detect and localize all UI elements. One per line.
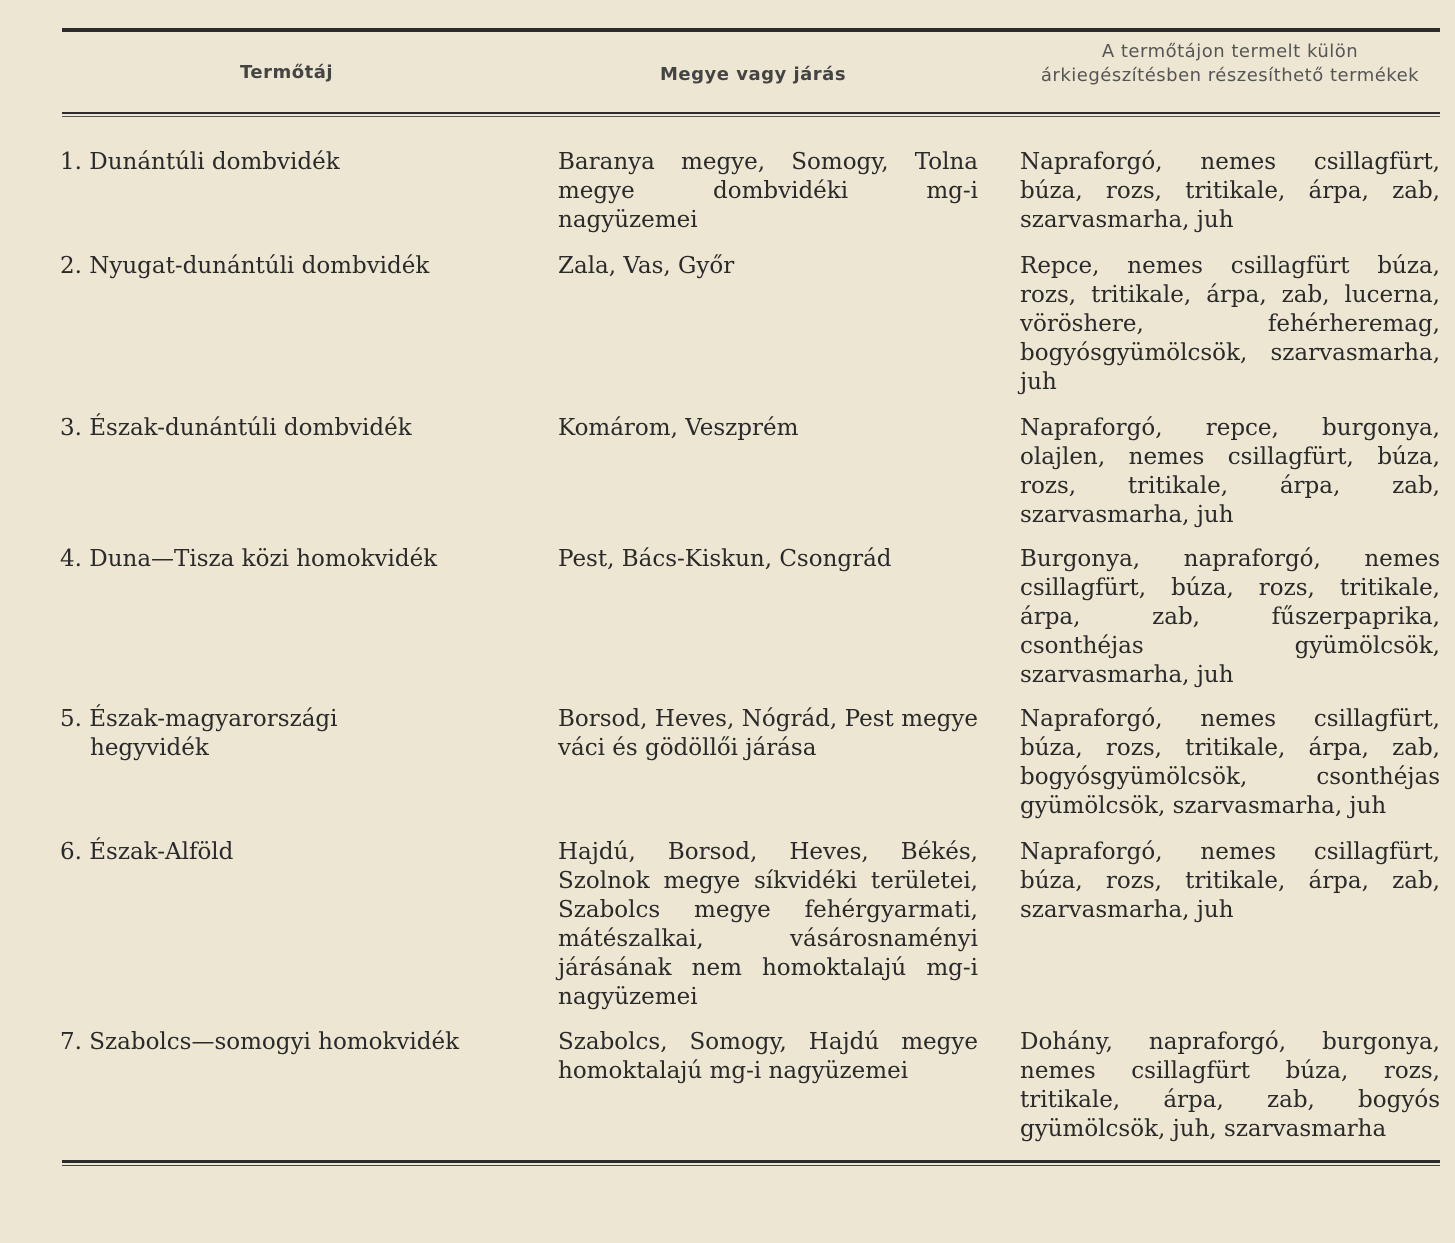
cell-termotaj: 6. Észak-Alföld: [60, 839, 234, 865]
header-rule-thin: [62, 116, 1440, 117]
cell-megye: Baranya megye, Somogy, Tolna megye dombvidéki mg-i nagyüzemei: [558, 149, 978, 233]
cell-termekek: Napraforgó, nemes csillagfürt, búza, rozs, tritikale, árpa, zab, bogyósgyümölcsök, csonthéjas gyümölcsök, szarvasmarha, juh: [1020, 706, 1440, 819]
cell-termekek: Repce, nemes csillagfürt búza, rozs, tritikale, árpa, zab, lucerna, vöröshere, fehérheremag, bogyósgyümölcsök, szarvasmarha, juh: [1020, 253, 1440, 395]
cell-termekek: Napraforgó, repce, burgonya, olajlen, nemes csillagfürt, búza, rozs, tritikale, árpa, zab, szarvasmarha, juh: [1020, 415, 1440, 528]
cell-termotaj-line1: 5. Észak-magyarországi: [60, 706, 338, 732]
cell-megye: Pest, Bács-Kiskun, Csongrád: [558, 546, 892, 572]
cell-termotaj: 2. Nyugat-dunántúli dombvidék: [60, 253, 430, 279]
table-bottom-rule: [62, 1160, 1440, 1163]
cell-termekek: Burgonya, napraforgó, nemes csillagfürt, búza, rozs, tritikale, árpa, zab, fűszerpaprika, csonthéjas gyümölcsök, szarvasmarha, juh: [1020, 546, 1440, 688]
header-termekek: A termőtájon termelt külön árkiegészítésben részesíthető termékek: [1040, 41, 1420, 86]
cell-termotaj: 3. Észak-dunántúli dombvidék: [60, 415, 412, 441]
cell-megye: Szabolcs, Somogy, Hajdú megye homoktalajú mg-i nagyüzemei: [558, 1029, 978, 1084]
header-rule: [62, 112, 1440, 114]
cell-megye: Borsod, Heves, Nógrád, Pest megye váci és gödöllői járása: [558, 706, 978, 761]
cell-termotaj-line2: hegyvidék: [90, 735, 209, 761]
cell-termekek: Dohány, napraforgó, burgonya, nemes csillagfürt búza, rozs, tritikale, árpa, zab, bogyós gyümölcsök, juh, szarvasmarha: [1020, 1029, 1440, 1142]
table-bottom-rule-thin: [62, 1165, 1440, 1166]
header-megye: Megye vagy járás: [660, 64, 847, 85]
table-top-rule: [62, 28, 1440, 32]
cell-termotaj: 1. Dunántúli dombvidék: [60, 149, 340, 175]
header-termotaj: Termőtáj: [240, 62, 334, 83]
cell-termekek: Napraforgó, nemes csillagfürt, búza, rozs, tritikale, árpa, zab, szarvasmarha, juh: [1020, 149, 1440, 233]
cell-megye: Hajdú, Borsod, Heves, Békés, Szolnok megye síkvidéki területei, Szabolcs megye fehérgyarmati, mátészalkai, vásárosnaményi járásának nem homoktalajú mg-i nagyüzemei: [558, 839, 978, 1010]
cell-termotaj: [60, 705, 530, 763]
cell-termotaj: 7. Szabolcs—somogyi homokvidék: [60, 1029, 460, 1055]
cell-megye: Komárom, Veszprém: [558, 415, 799, 441]
cell-termotaj: 4. Duna—Tisza közi homokvidék: [60, 546, 438, 572]
cell-termekek: Napraforgó, nemes csillagfürt, búza, rozs, tritikale, árpa, zab, szarvasmarha, juh: [1020, 839, 1440, 923]
cell-megye: Zala, Vas, Győr: [558, 253, 735, 279]
